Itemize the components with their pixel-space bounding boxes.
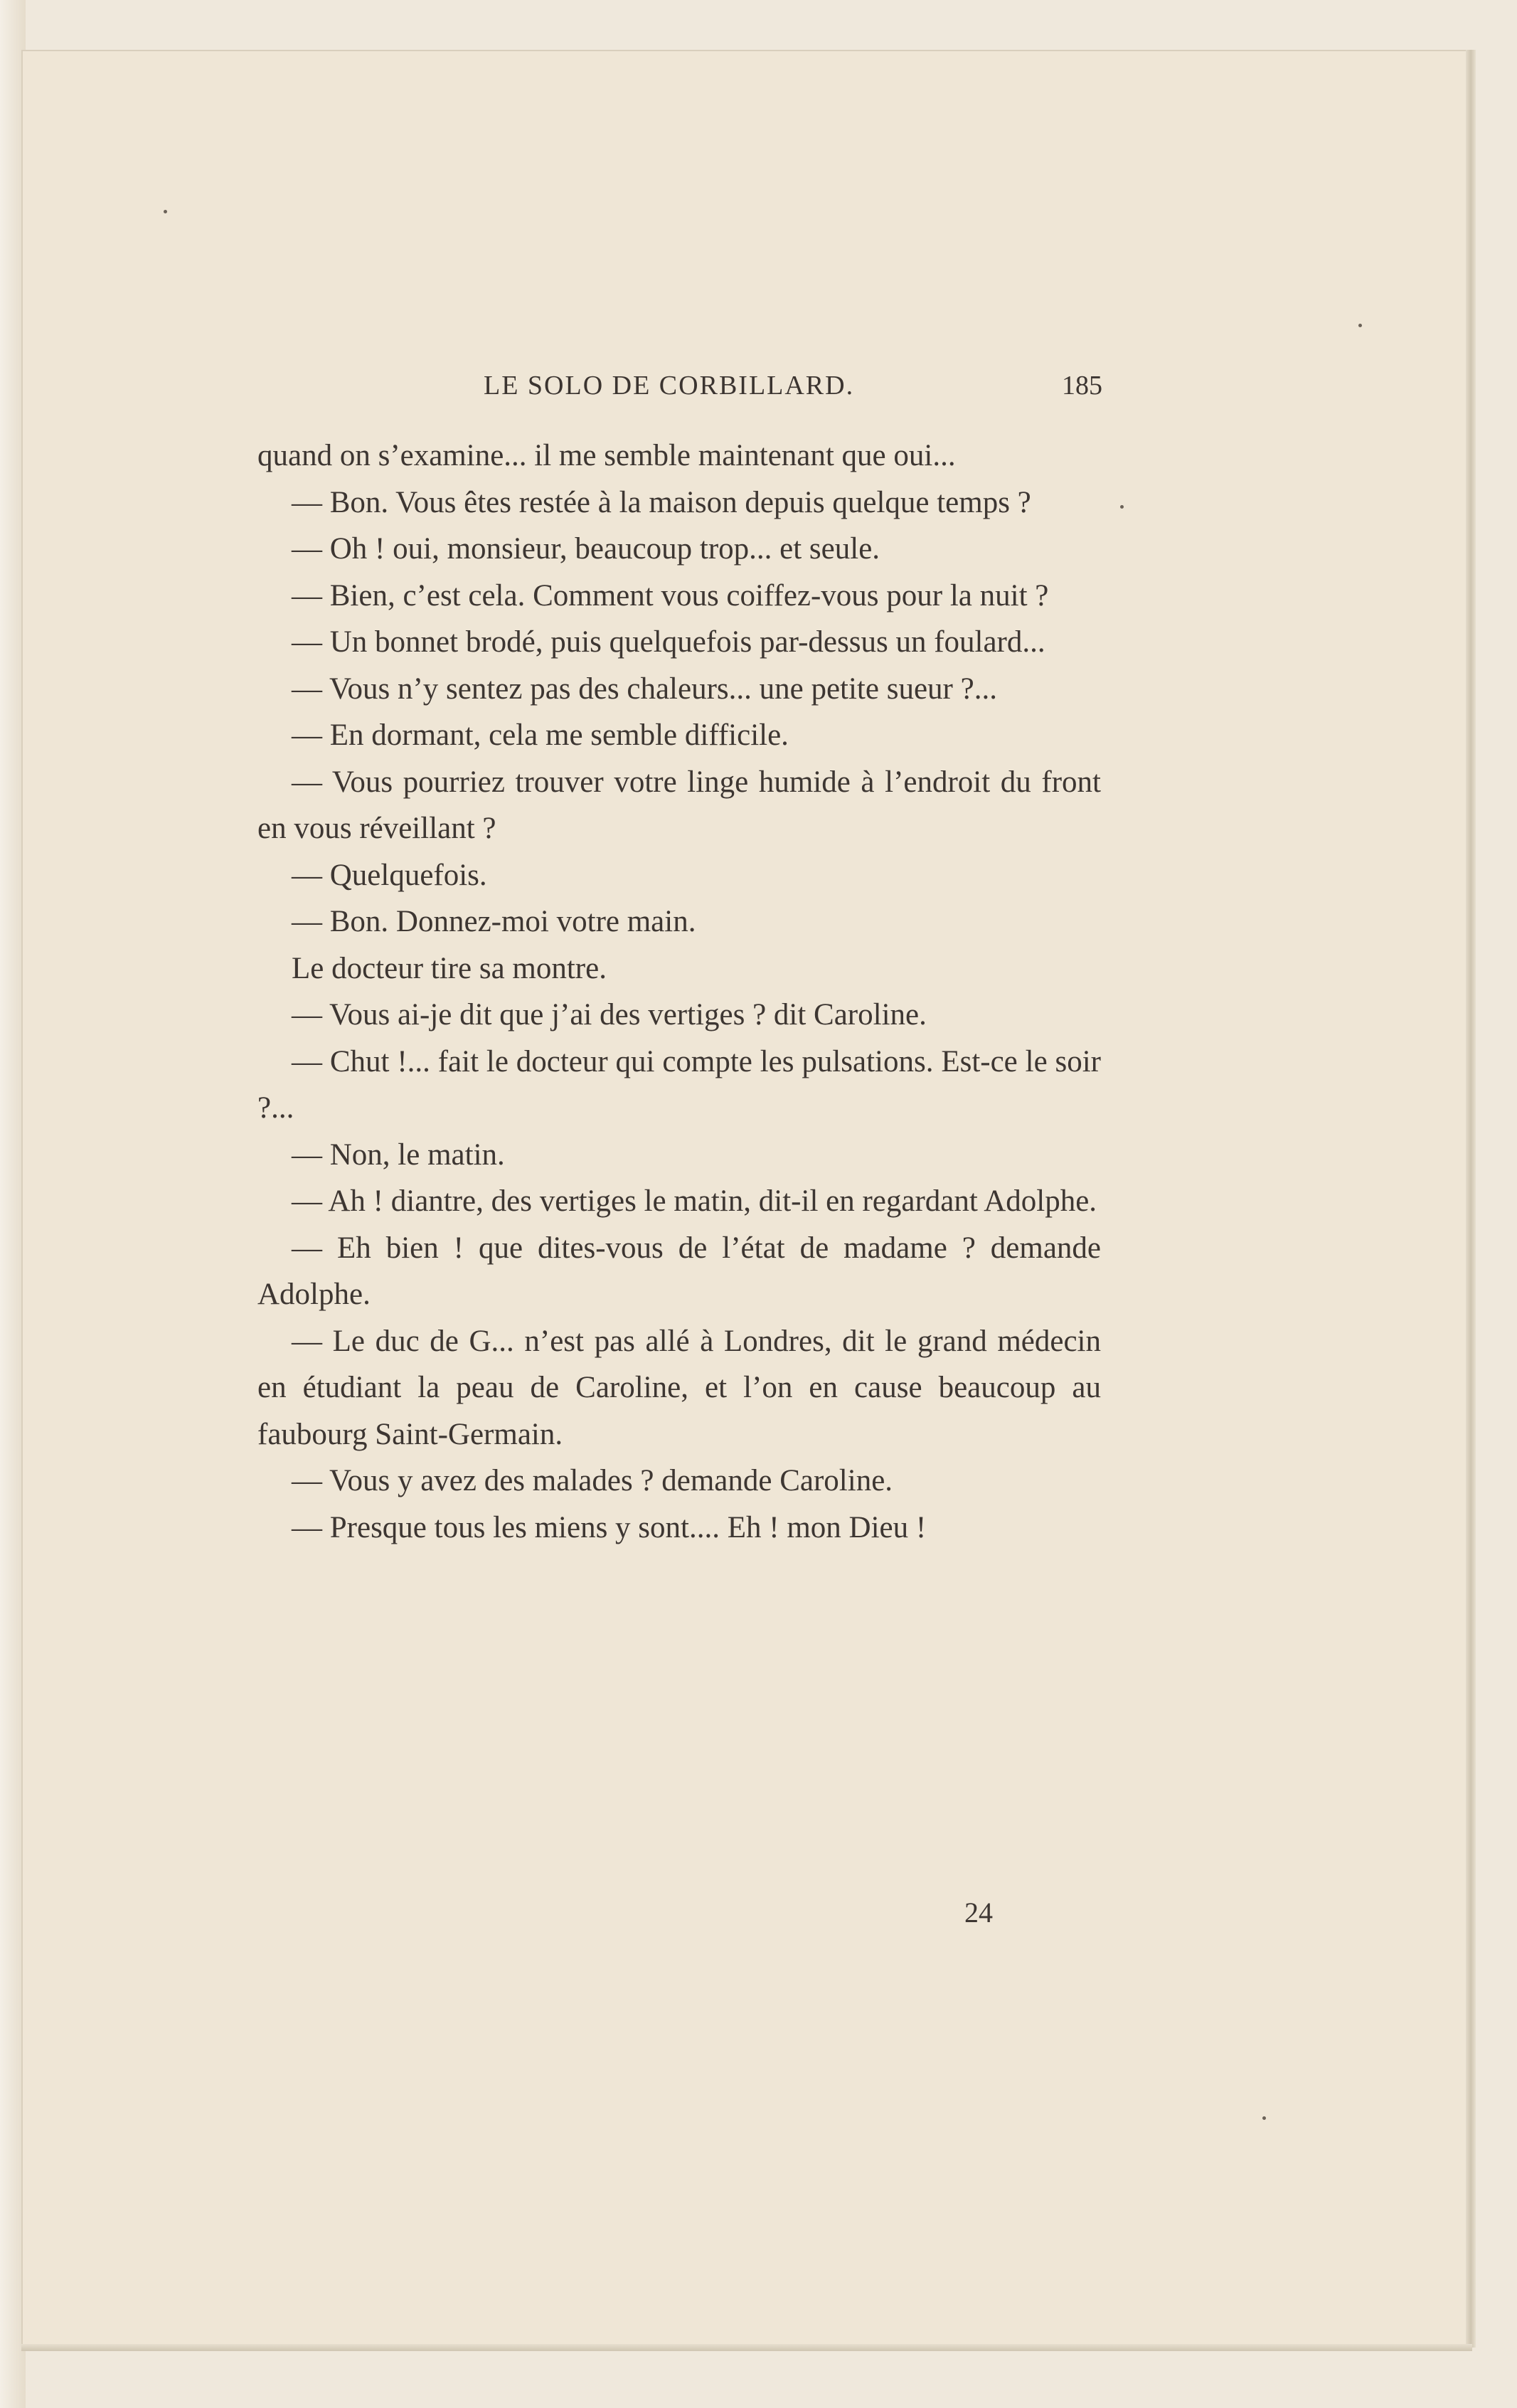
paragraph: — Vous y avez des malades ? demande Caroline. [292, 1464, 893, 1497]
paragraph: — Bon. Donnez-moi votre main. [292, 905, 696, 938]
paragraph: — En dormant, cela me semble difficile. [292, 718, 789, 752]
paragraph: — Vous ai-je dit que j’ai des vertiges ? dit Caroline. [292, 998, 927, 1031]
page-bottom-edge [21, 2344, 1472, 2351]
running-title: LE SOLO DE CORBILLARD. [484, 371, 855, 401]
signature-mark: 24 [964, 1897, 993, 1929]
paragraph: — Oh ! oui, monsieur, beaucoup trop... et seule. [292, 532, 880, 566]
paragraph: — Vous pourriez trouver votre linge humide à l’endroit du front en vous réveillant ? [257, 765, 1101, 845]
page-number: 185 [1062, 371, 1102, 401]
paragraph: — Le duc de G... n’est pas allé à Londres, dit le grand médecin en étudiant la peau de Caroline, et l’on en cause beaucoup au faubourg Saint-Germain. [257, 1324, 1101, 1451]
paragraph: quand on s’examine... il me semble maintenant que oui... [257, 439, 956, 472]
paragraph: — Bien, c’est cela. Comment vous coiffez-vous pour la nuit ? [292, 578, 1049, 612]
page-body-text [257, 433, 1101, 1551]
paragraph: — Quelquefois. [292, 858, 487, 892]
paragraph: — Un bonnet brodé, puis quelquefois par-dessus un foulard... [292, 625, 1045, 659]
paragraph: — Vous n’y sentez pas des chaleurs... une petite sueur ?... [292, 672, 997, 706]
paragraph: Le docteur tire sa montre. [292, 951, 607, 985]
paragraph: — Bon. Vous êtes restée à la maison depuis quelque temps ? [292, 485, 1031, 519]
paragraph: — Ah ! diantre, des vertiges le matin, dit-il en regardant Adolphe. [292, 1184, 1097, 1218]
running-head [256, 370, 1102, 413]
paragraph: — Chut !... fait le docteur qui compte les pulsations. Est-ce le soir ?... [257, 1044, 1101, 1125]
paragraph: — Non, le matin. [292, 1137, 505, 1172]
paragraph: — Eh bien ! que dites-vous de l’état de madame ? demande Adolphe. [257, 1231, 1101, 1311]
paragraph: — Presque tous les miens y sont.... Eh ! mon Dieu ! [292, 1510, 927, 1544]
page-right-edge [1466, 50, 1476, 2348]
